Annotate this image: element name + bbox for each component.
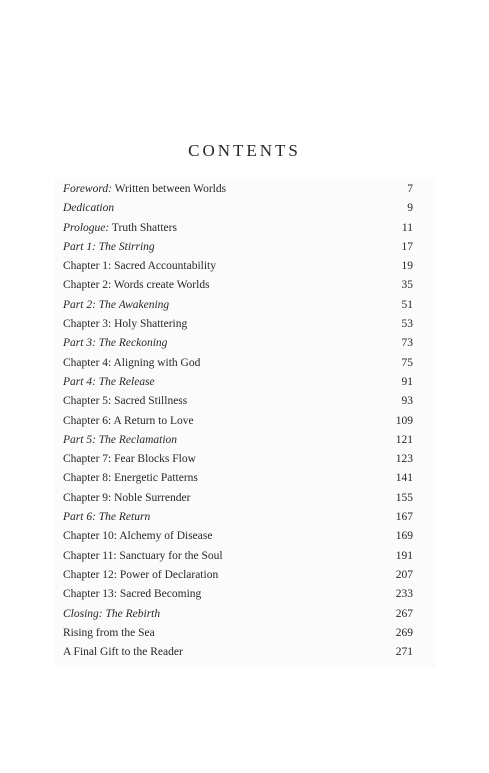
toc-entry-label: Closing: The Rebirth — [63, 607, 161, 620]
toc-entry-page-number: 109 — [395, 414, 413, 427]
toc-entry-text — [63, 373, 155, 392]
toc-entry-page-number: 233 — [395, 588, 413, 601]
toc-entry-label: Part 5: The Reclamation — [63, 433, 178, 446]
toc-entry-text — [63, 547, 223, 566]
toc-entry-page-number: 141 — [395, 472, 413, 485]
toc-entry[interactable] — [63, 257, 413, 276]
toc-entry-label: Chapter 11: Sanctuary for the Soul — [63, 549, 223, 562]
toc-entry-text — [63, 566, 218, 585]
toc-entry[interactable] — [63, 489, 413, 508]
toc-entry[interactable] — [63, 527, 413, 546]
toc-entry[interactable] — [63, 643, 413, 662]
toc-entry-text — [63, 334, 167, 353]
toc-entry-label: Chapter 8: Energetic Patterns — [63, 472, 198, 485]
toc-entry[interactable] — [63, 566, 413, 585]
toc-entry-page-number: 73 — [401, 337, 413, 350]
toc-entry-page-number: 51 — [401, 298, 413, 311]
toc-entry-prefix: Prologue: — [63, 221, 110, 234]
toc-entry-text — [63, 489, 190, 508]
toc-entry-label: Chapter 10: Alchemy of Disease — [63, 530, 213, 543]
toc-entry-label: Chapter 7: Fear Blocks Flow — [63, 453, 196, 466]
toc-entry-text — [63, 219, 177, 238]
toc-entry[interactable] — [63, 219, 413, 238]
toc-entry[interactable] — [63, 412, 413, 431]
toc-entry-label: Chapter 3: Holy Shattering — [63, 318, 188, 331]
toc-entry-page-number: 17 — [401, 240, 413, 253]
toc-entry[interactable] — [63, 180, 413, 199]
toc-entry-page-number: 121 — [395, 433, 413, 446]
toc-entry-prefix: Foreword: — [63, 183, 112, 195]
toc-entry-text — [63, 412, 194, 431]
toc-entry-text — [63, 296, 169, 315]
toc-entry-label: Part 4: The Release — [63, 375, 155, 388]
toc-entry-page-number: 91 — [401, 375, 413, 388]
toc-entry-text — [63, 315, 187, 334]
toc-entry[interactable] — [63, 508, 413, 527]
toc-entry-page-number: 167 — [395, 511, 413, 524]
toc-entry-page-number: 11 — [401, 221, 413, 234]
toc-entry[interactable] — [63, 547, 413, 566]
toc-entry-text — [63, 354, 200, 373]
toc-entry-text — [63, 605, 160, 624]
toc-entry-text — [63, 431, 177, 450]
toc-entry-text — [63, 199, 114, 218]
toc-entry-page-number: 53 — [401, 318, 413, 331]
toc-entry-label: Chapter 4: Aligning with God — [63, 356, 201, 369]
toc-entry-label: Written between Worlds — [111, 183, 227, 195]
toc-entry[interactable] — [63, 296, 413, 315]
table-of-contents — [63, 180, 413, 662]
toc-entry-label: Dedication — [63, 202, 115, 215]
toc-entry-text — [63, 392, 187, 411]
toc-entry-page-number: 207 — [395, 568, 413, 581]
toc-entry-page-number: 191 — [395, 549, 413, 562]
toc-entry[interactable] — [63, 605, 413, 624]
toc-entry-label: Part 2: The Awakening — [63, 298, 170, 311]
toc-entry[interactable] — [63, 585, 413, 604]
toc-entry-text — [63, 257, 216, 276]
toc-entry-page-number: 7 — [407, 183, 413, 195]
contents-heading: CONTENTS — [188, 141, 301, 160]
toc-entry[interactable] — [63, 199, 413, 218]
toc-entry-page-number: 19 — [401, 260, 413, 273]
toc-entry-page-number: 267 — [395, 607, 413, 620]
toc-entry[interactable] — [63, 315, 413, 334]
toc-entry-page-number: 271 — [395, 646, 413, 659]
toc-entry-label: Part 1: The Stirring — [63, 240, 155, 253]
toc-entry[interactable] — [63, 334, 413, 353]
toc-entry[interactable] — [63, 624, 413, 643]
toc-entry-label: Chapter 9: Noble Surrender — [63, 491, 191, 504]
toc-entry-page-number: 75 — [401, 356, 413, 369]
toc-entry[interactable] — [63, 469, 413, 488]
toc-entry[interactable] — [63, 238, 413, 257]
toc-entry[interactable] — [63, 431, 413, 450]
toc-entry[interactable] — [63, 450, 413, 469]
toc-entry-text — [63, 624, 155, 643]
toc-entry-text — [63, 238, 155, 257]
toc-entry-label: Chapter 1: Sacred Accountability — [63, 260, 216, 273]
toc-entry-text — [63, 585, 201, 604]
toc-entry-label: Part 3: The Reckoning — [63, 337, 168, 350]
toc-entry-label: Chapter 2: Words create Worlds — [63, 279, 210, 292]
toc-entry[interactable] — [63, 354, 413, 373]
toc-entry-page-number: 93 — [401, 395, 413, 408]
toc-entry-text — [63, 180, 226, 199]
toc-entry-page-number: 155 — [395, 491, 413, 504]
toc-entry-label: Chapter 6: A Return to Love — [63, 414, 194, 427]
toc-entry-text — [63, 450, 196, 469]
toc-entry[interactable] — [63, 276, 413, 295]
toc-entry-text — [63, 508, 150, 527]
toc-entry-text — [63, 643, 183, 662]
toc-entry-text — [63, 469, 198, 488]
toc-entry-label: Rising from the Sea — [63, 626, 155, 639]
toc-entry-page-number: 35 — [401, 279, 413, 292]
toc-entry-label: Chapter 12: Power of Declaration — [63, 568, 219, 581]
toc-entry-page-number: 123 — [395, 453, 413, 466]
toc-entry-label: A Final Gift to the Reader — [63, 646, 183, 659]
toc-entry-text — [63, 527, 212, 546]
toc-entry-page-number: 9 — [407, 202, 413, 215]
toc-entry-label: Chapter 5: Sacred Stillness — [63, 395, 188, 408]
toc-entry-label: Part 6: The Return — [63, 511, 151, 524]
toc-entry-label: Truth Shatters — [109, 221, 177, 234]
toc-entry-label: Chapter 13: Sacred Becoming — [63, 588, 202, 601]
toc-entry-text — [63, 276, 210, 295]
toc-entry-page-number: 169 — [395, 530, 413, 543]
toc-entry[interactable] — [63, 373, 413, 392]
toc-entry[interactable] — [63, 392, 413, 411]
toc-entry-page-number: 269 — [395, 626, 413, 639]
